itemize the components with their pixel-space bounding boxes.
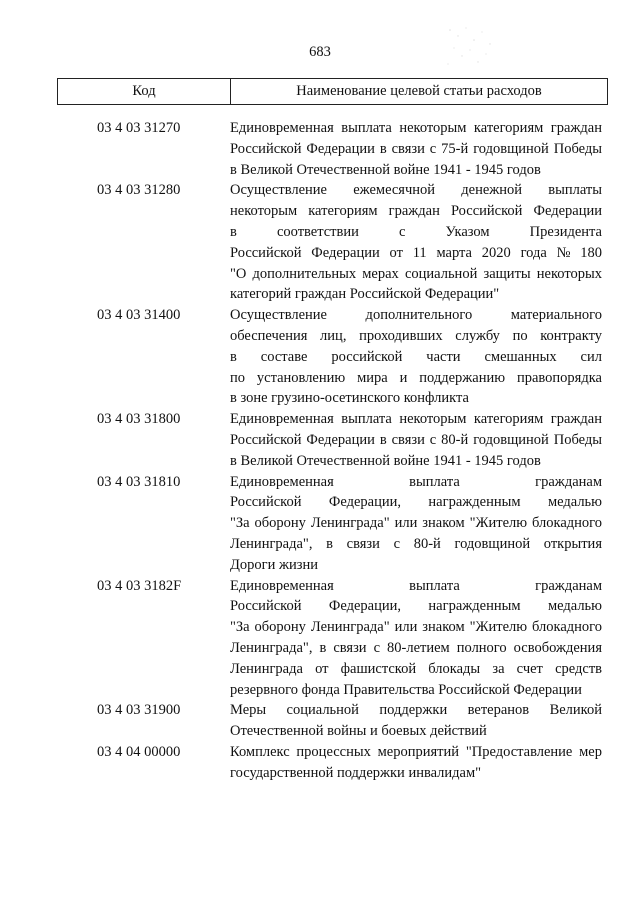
description-line: Единовременная выплата гражданам <box>230 473 602 490</box>
description-line: по установлению мира и поддержанию правопорядка <box>230 369 602 386</box>
row-description <box>230 576 602 701</box>
description-line: Ленинграда", в связи с 80-летием полного освобождения <box>230 639 602 656</box>
row-description <box>230 700 602 742</box>
header-name-column: Наименование целевой статьи расходов <box>296 83 542 99</box>
description-line: некоторым категориям граждан Российской Федерации <box>230 203 602 220</box>
table-row <box>0 305 640 409</box>
description-line: Дороги жизни <box>230 556 318 573</box>
table-row <box>0 472 640 576</box>
description-line: государственной поддержки инвалидам" <box>230 764 482 781</box>
table-body <box>0 118 640 784</box>
table-row <box>0 118 640 180</box>
row-code: 03 4 03 31280 <box>97 182 181 199</box>
description-line: Российской Федерации в связи с 75-й годовщиной Победы <box>230 140 602 157</box>
table-header <box>57 78 608 105</box>
description-line: Осуществление дополнительного материального <box>230 307 602 324</box>
table-row <box>0 742 640 784</box>
description-line: в составе российской части смешанных сил <box>230 348 602 365</box>
description-line: обеспечения лиц, проходивших службу по контракту <box>230 327 602 344</box>
description-line: категорий граждан Российской Федерации" <box>230 286 500 303</box>
description-line: в Великой Отечественной войне 1941 - 1945 годов <box>230 161 541 178</box>
row-code: 03 4 03 31400 <box>97 307 181 324</box>
row-code: 03 4 03 31800 <box>97 411 181 428</box>
description-line: Осуществление ежемесячной денежной выплаты <box>230 182 602 199</box>
description-line: "За оборону Ленинграда" или знаком "Жителю блокадного <box>230 515 602 532</box>
description-line: Отечественной войны и боевых действий <box>230 723 487 740</box>
row-code: 03 4 03 3182F <box>97 577 182 594</box>
row-description <box>230 305 602 409</box>
description-line: в зоне грузино-осетинского конфликта <box>230 390 469 407</box>
row-description <box>230 742 602 784</box>
row-code: 03 4 03 31270 <box>97 120 181 136</box>
row-code: 03 4 03 31810 <box>97 473 181 490</box>
description-line: "За оборону Ленинграда" или знаком "Жителю блокадного <box>230 619 602 636</box>
table-row <box>0 409 640 471</box>
page-number: 683 <box>309 44 331 60</box>
description-line: Единовременная выплата некоторым категориям граждан <box>230 120 602 136</box>
description-line: Комплекс процессных мероприятий "Предоставление мер <box>230 743 602 760</box>
description-line: Российской Федерации, награжденным медалью <box>230 494 602 511</box>
row-code: 03 4 03 31900 <box>97 702 181 719</box>
description-line: Ленинграда от фашистской блокады за счет средств <box>230 660 602 677</box>
header-code-column: Код <box>58 79 231 104</box>
description-line: Меры социальной поддержки ветеранов Великой <box>230 702 602 719</box>
description-line: Единовременная выплата некоторым категориям граждан <box>230 411 602 428</box>
row-description <box>230 409 602 471</box>
table-row <box>0 576 640 701</box>
description-line: Российской Федерации в связи с 80-й годовщиной Победы <box>230 431 602 448</box>
table-row <box>0 700 640 742</box>
description-line: "О дополнительных мерах социальной защиты некоторых <box>230 265 602 282</box>
description-line: Российской Федерации от 11 марта 2020 года № 180 <box>230 244 602 261</box>
description-line: резервного фонда Правительства Российской Федерации <box>230 681 582 698</box>
description-line: Ленинграда", в связи с 80-й годовщиной открытия <box>230 535 602 552</box>
description-line: в Великой Отечественной войне 1941 - 1945 годов <box>230 452 541 469</box>
description-line: Российской Федерации, награжденным медалью <box>230 598 602 615</box>
table-row <box>0 180 640 305</box>
row-code: 03 4 04 00000 <box>97 743 181 760</box>
row-description <box>230 472 602 576</box>
description-line: в соответствии с Указом Президента <box>230 223 602 240</box>
row-description <box>230 118 602 180</box>
description-line: Единовременная выплата гражданам <box>230 577 602 594</box>
row-description <box>230 180 602 305</box>
